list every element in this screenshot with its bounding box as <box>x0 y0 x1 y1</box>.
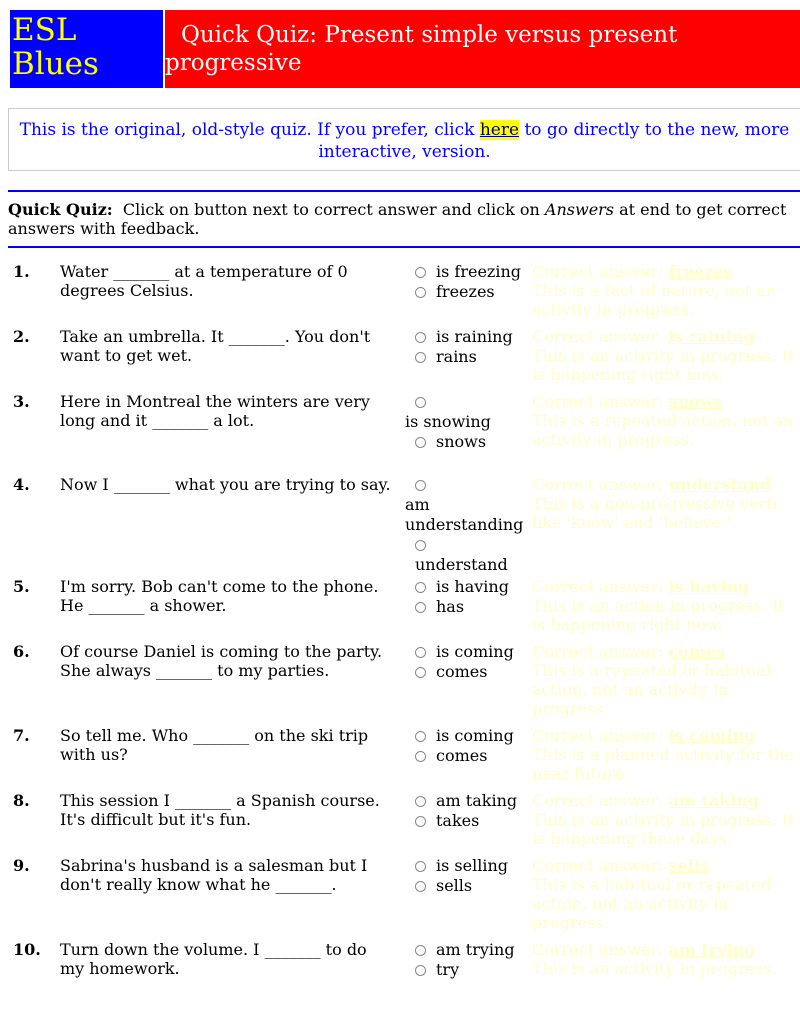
correct-answer: sells <box>668 856 709 875</box>
radio-button[interactable] <box>415 647 426 658</box>
answer-options <box>405 642 527 682</box>
question-number: 7. <box>13 726 30 745</box>
answer-option[interactable]: is coming <box>415 642 527 662</box>
radio-button[interactable] <box>415 602 426 613</box>
answer-option[interactable]: understand <box>415 535 527 575</box>
radio-button[interactable] <box>415 945 426 956</box>
explanation: This is an activity in progress. <box>532 959 777 978</box>
question-text: Here in Montreal the winters are very long and it _______ a lot. <box>60 392 370 430</box>
radio-button[interactable] <box>415 751 426 762</box>
answer-option[interactable]: comes <box>415 746 527 766</box>
explanation: This is an action in progress. It is happening right now. <box>532 596 785 634</box>
radio-button[interactable] <box>415 861 426 872</box>
answer-options <box>405 791 527 831</box>
answer-option[interactable]: freezes <box>415 282 527 302</box>
radio-button[interactable] <box>415 881 426 892</box>
explanation: This is an activity in progress. It is happening these days. <box>532 810 795 848</box>
explanation: This is a repeated action, not an activity in progress. <box>532 411 794 449</box>
new-version-link[interactable]: here <box>479 120 520 140</box>
question-number: 8. <box>13 791 30 810</box>
correct-answer: am trying <box>668 940 756 959</box>
question-number: 5. <box>13 577 30 596</box>
correct-answer: am taking <box>668 791 760 810</box>
instructions-label: Quick Quiz: <box>8 200 113 219</box>
answer-feedback: Correct answer: is coming This is a planned activity for the near future. <box>532 726 794 783</box>
question-text: Turn down the volume. I _______ to do my homework. <box>60 940 367 978</box>
radio-button[interactable] <box>415 352 426 363</box>
answer-options <box>405 940 527 980</box>
divider <box>8 190 800 192</box>
answer-option[interactable]: is selling <box>415 856 527 876</box>
answer-options <box>405 577 527 617</box>
answer-option[interactable]: am understanding <box>405 475 527 535</box>
answer-option[interactable]: try <box>415 960 527 980</box>
question-number: 10. <box>13 940 41 959</box>
instructions: Quick Quiz: Click on button next to correct answer and click on Answers at end to get correct answers with feedback. <box>8 200 787 238</box>
notice-text-after: to go directly to the new, more interactive, version. <box>318 120 790 162</box>
answer-options <box>405 856 527 896</box>
correct-answer: is having <box>668 577 750 596</box>
explanation: This is a non-progressive verb like 'know' and 'believe.' <box>532 494 777 532</box>
correct-answer: snows <box>668 392 723 411</box>
correct-answer: understand <box>668 475 772 494</box>
correct-answer: is coming <box>668 726 756 745</box>
answer-feedback: Correct answer: understand This is a non-progressive verb like 'know' and 'believe.' <box>532 475 777 532</box>
radio-button[interactable] <box>415 480 426 491</box>
correct-answer: is raining <box>668 327 755 346</box>
radio-button[interactable] <box>415 582 426 593</box>
answer-option[interactable]: has <box>415 597 527 617</box>
question-text: So tell me. Who _______ on the ski trip with us? <box>60 726 369 764</box>
question-text: Take an umbrella. It _______. You don't want to get wet. <box>60 327 371 365</box>
answer-feedback: Correct answer: am taking This is an activity in progress. It is happening these days. <box>532 791 795 848</box>
answer-options <box>405 327 527 367</box>
answer-option[interactable]: is coming <box>415 726 527 746</box>
answer-options <box>405 262 527 302</box>
page-header <box>10 10 800 88</box>
radio-button[interactable] <box>415 796 426 807</box>
radio-button[interactable] <box>415 731 426 742</box>
answer-option[interactable]: sells <box>415 876 527 896</box>
explanation: This is a fact of nature, not an activity in progress. <box>532 281 777 319</box>
radio-button[interactable] <box>415 540 426 551</box>
answer-feedback: Correct answer: am trying This is an activity in progress. <box>532 940 777 978</box>
explanation: This is a planned activity for the near future. <box>532 745 794 783</box>
radio-button[interactable] <box>415 667 426 678</box>
radio-button[interactable] <box>415 287 426 298</box>
notice-text-before: This is the original, old-style quiz. If you prefer, click <box>19 120 480 140</box>
radio-button[interactable] <box>415 816 426 827</box>
answer-feedback: Correct answer: comes This is a repeated or habitual action, not an activity in progress. <box>532 642 771 718</box>
answer-option[interactable]: am trying <box>415 940 527 960</box>
answer-feedback: Correct answer: is having This is an action in progress. It is happening right now. <box>532 577 785 634</box>
explanation: This is a repeated or habitual action, not an activity in progress. <box>532 661 771 718</box>
answer-option[interactable]: is freezing <box>415 262 527 282</box>
answer-option[interactable]: comes <box>415 662 527 682</box>
site-logo[interactable]: ESL Blues <box>10 10 163 88</box>
version-notice <box>8 108 800 171</box>
question-text: I'm sorry. Bob can't come to the phone. He _______ a shower. <box>60 577 379 615</box>
answer-option[interactable]: rains <box>415 347 527 367</box>
correct-answer: comes <box>668 642 725 661</box>
answer-feedback: Correct answer: snows This is a repeated action, not an activity in progress. <box>532 392 794 449</box>
question-text: This session I _______ a Spanish course. It's difficult but it's fun. <box>60 791 380 829</box>
question-number: 6. <box>13 642 30 661</box>
explanation: This is an activity in progress. It is happening right now. <box>532 346 795 384</box>
answer-option[interactable]: takes <box>415 811 527 831</box>
answer-option[interactable]: am taking <box>415 791 527 811</box>
radio-button[interactable] <box>415 397 426 408</box>
explanation: This is a habitual or repeated action, not an activity in progress. <box>532 875 771 932</box>
divider <box>8 246 800 248</box>
answer-option[interactable]: snows <box>415 432 527 452</box>
question-number: 2. <box>13 327 30 346</box>
correct-answer: freezes <box>668 262 733 281</box>
radio-button[interactable] <box>415 332 426 343</box>
question-number: 1. <box>13 262 30 281</box>
answer-feedback: Correct answer: freezes This is a fact of nature, not an activity in progress. <box>532 262 777 319</box>
radio-button[interactable] <box>415 267 426 278</box>
answer-option[interactable]: is raining <box>415 327 527 347</box>
answer-feedback: Correct answer: is raining This is an activity in progress. It is happening right now. <box>532 327 795 384</box>
question-text: Of course Daniel is coming to the party. She always _______ to my parties. <box>60 642 383 680</box>
answer-option[interactable]: is snowing <box>405 392 527 432</box>
answer-options <box>405 392 527 452</box>
page-title: Quick Quiz: Present simple versus present progressive <box>165 10 800 88</box>
answer-option[interactable]: is having <box>415 577 527 597</box>
answer-options <box>405 726 527 766</box>
question-number: 4. <box>13 475 30 494</box>
question-number: 9. <box>13 856 30 875</box>
question-text: Water _______ at a temperature of 0 degrees Celsius. <box>60 262 348 300</box>
question-text: Sabrina's husband is a salesman but I don't really know what he _______. <box>60 856 368 894</box>
radio-button[interactable] <box>415 965 426 976</box>
radio-button[interactable] <box>415 437 426 448</box>
answer-options <box>405 475 527 575</box>
question-number: 3. <box>13 392 30 411</box>
question-text: Now I _______ what you are trying to say. <box>60 475 391 494</box>
answer-feedback: Correct answer: sells This is a habitual or repeated action, not an activity in progress. <box>532 856 771 932</box>
